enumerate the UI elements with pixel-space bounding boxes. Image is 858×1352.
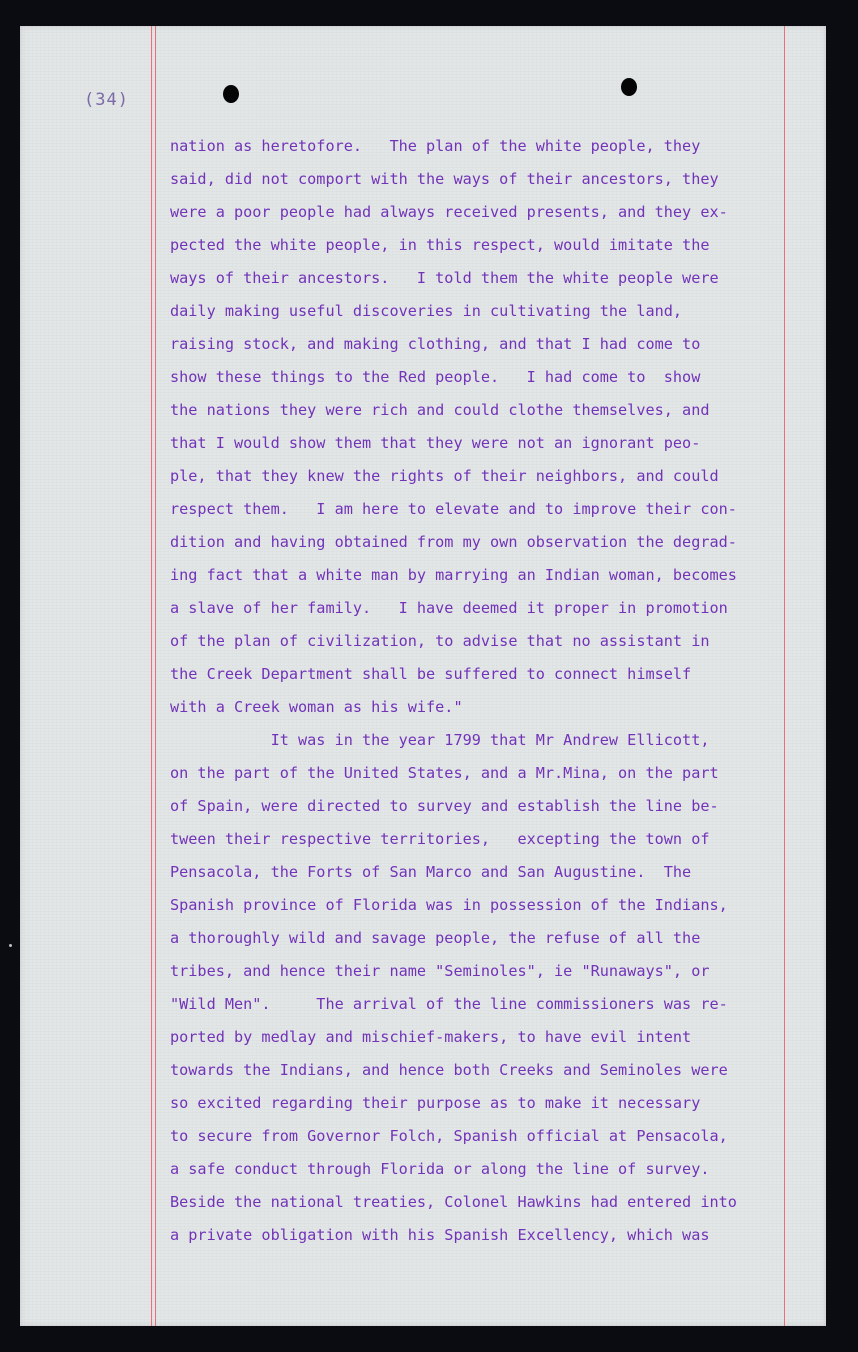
text-line: respect them. I am here to elevate and to improve their con-	[170, 500, 737, 518]
stray-mark	[9, 944, 12, 947]
text-line: "Wild Men". The arrival of the line commissioners was re-	[170, 995, 728, 1013]
text-line: daily making useful discoveries in cultivating the land,	[170, 302, 683, 320]
text-line: to secure from Governor Folch, Spanish official at Pensacola,	[170, 1127, 728, 1145]
text-line: ing fact that a white man by marrying an Indian woman, becomes	[170, 566, 737, 584]
text-line: the Creek Department shall be suffered to connect himself	[170, 665, 692, 683]
text-line: show these things to the Red people. I had come to show	[170, 368, 701, 386]
text-line: tween their respective territories, excepting the town of	[170, 830, 710, 848]
left-margin-rule	[151, 26, 152, 1326]
text-line: tribes, and hence their name "Seminoles", ie "Runaways", or	[170, 962, 710, 980]
text-line: raising stock, and making clothing, and that I had come to	[170, 335, 701, 353]
text-line: ple, that they knew the rights of their neighbors, and could	[170, 467, 719, 485]
text-line: so excited regarding their purpose as to make it necessary	[170, 1094, 701, 1112]
text-line: on the part of the United States, and a Mr.Mina, on the part	[170, 764, 719, 782]
text-line: a slave of her family. I have deemed it proper in promotion	[170, 599, 728, 617]
text-line: ported by medlay and mischief-makers, to have evil intent	[170, 1028, 692, 1046]
text-line: dition and having obtained from my own observation the degrad-	[170, 533, 737, 551]
text-line: Beside the national treaties, Colonel Hawkins had entered into	[170, 1193, 737, 1211]
punch-hole-left	[223, 85, 239, 103]
text-line: a private obligation with his Spanish Excellency, which was	[170, 1226, 710, 1244]
page-number: (34)	[84, 90, 129, 110]
text-line: towards the Indians, and hence both Creeks and Seminoles were	[170, 1061, 728, 1079]
text-line: of Spain, were directed to survey and establish the line be-	[170, 797, 719, 815]
text-line: a safe conduct through Florida or along the line of survey.	[170, 1160, 710, 1178]
text-line: with a Creek woman as his wife."	[170, 698, 463, 716]
left-margin-rule-inner	[155, 26, 156, 1326]
punch-hole-right	[621, 78, 637, 96]
text-line: said, did not comport with the ways of their ancestors, they	[170, 170, 719, 188]
text-line: ways of their ancestors. I told them the white people were	[170, 269, 719, 287]
text-line: pected the white people, in this respect, would imitate the	[170, 236, 710, 254]
typed-page	[20, 26, 826, 1326]
text-line: were a poor people had always received presents, and they ex-	[170, 203, 728, 221]
text-line: Pensacola, the Forts of San Marco and San Augustine. The	[170, 863, 692, 881]
text-line: nation as heretofore. The plan of the white people, they	[170, 137, 701, 155]
text-line: of the plan of civilization, to advise that no assistant in	[170, 632, 710, 650]
text-line: the nations they were rich and could clothe themselves, and	[170, 401, 710, 419]
text-line: It was in the year 1799 that Mr Andrew Ellicott,	[170, 731, 710, 749]
text-line: that I would show them that they were not an ignorant peo-	[170, 434, 701, 452]
text-line: a thoroughly wild and savage people, the refuse of all the	[170, 929, 701, 947]
text-line: Spanish province of Florida was in possession of the Indians,	[170, 896, 728, 914]
right-margin-rule	[784, 26, 785, 1326]
